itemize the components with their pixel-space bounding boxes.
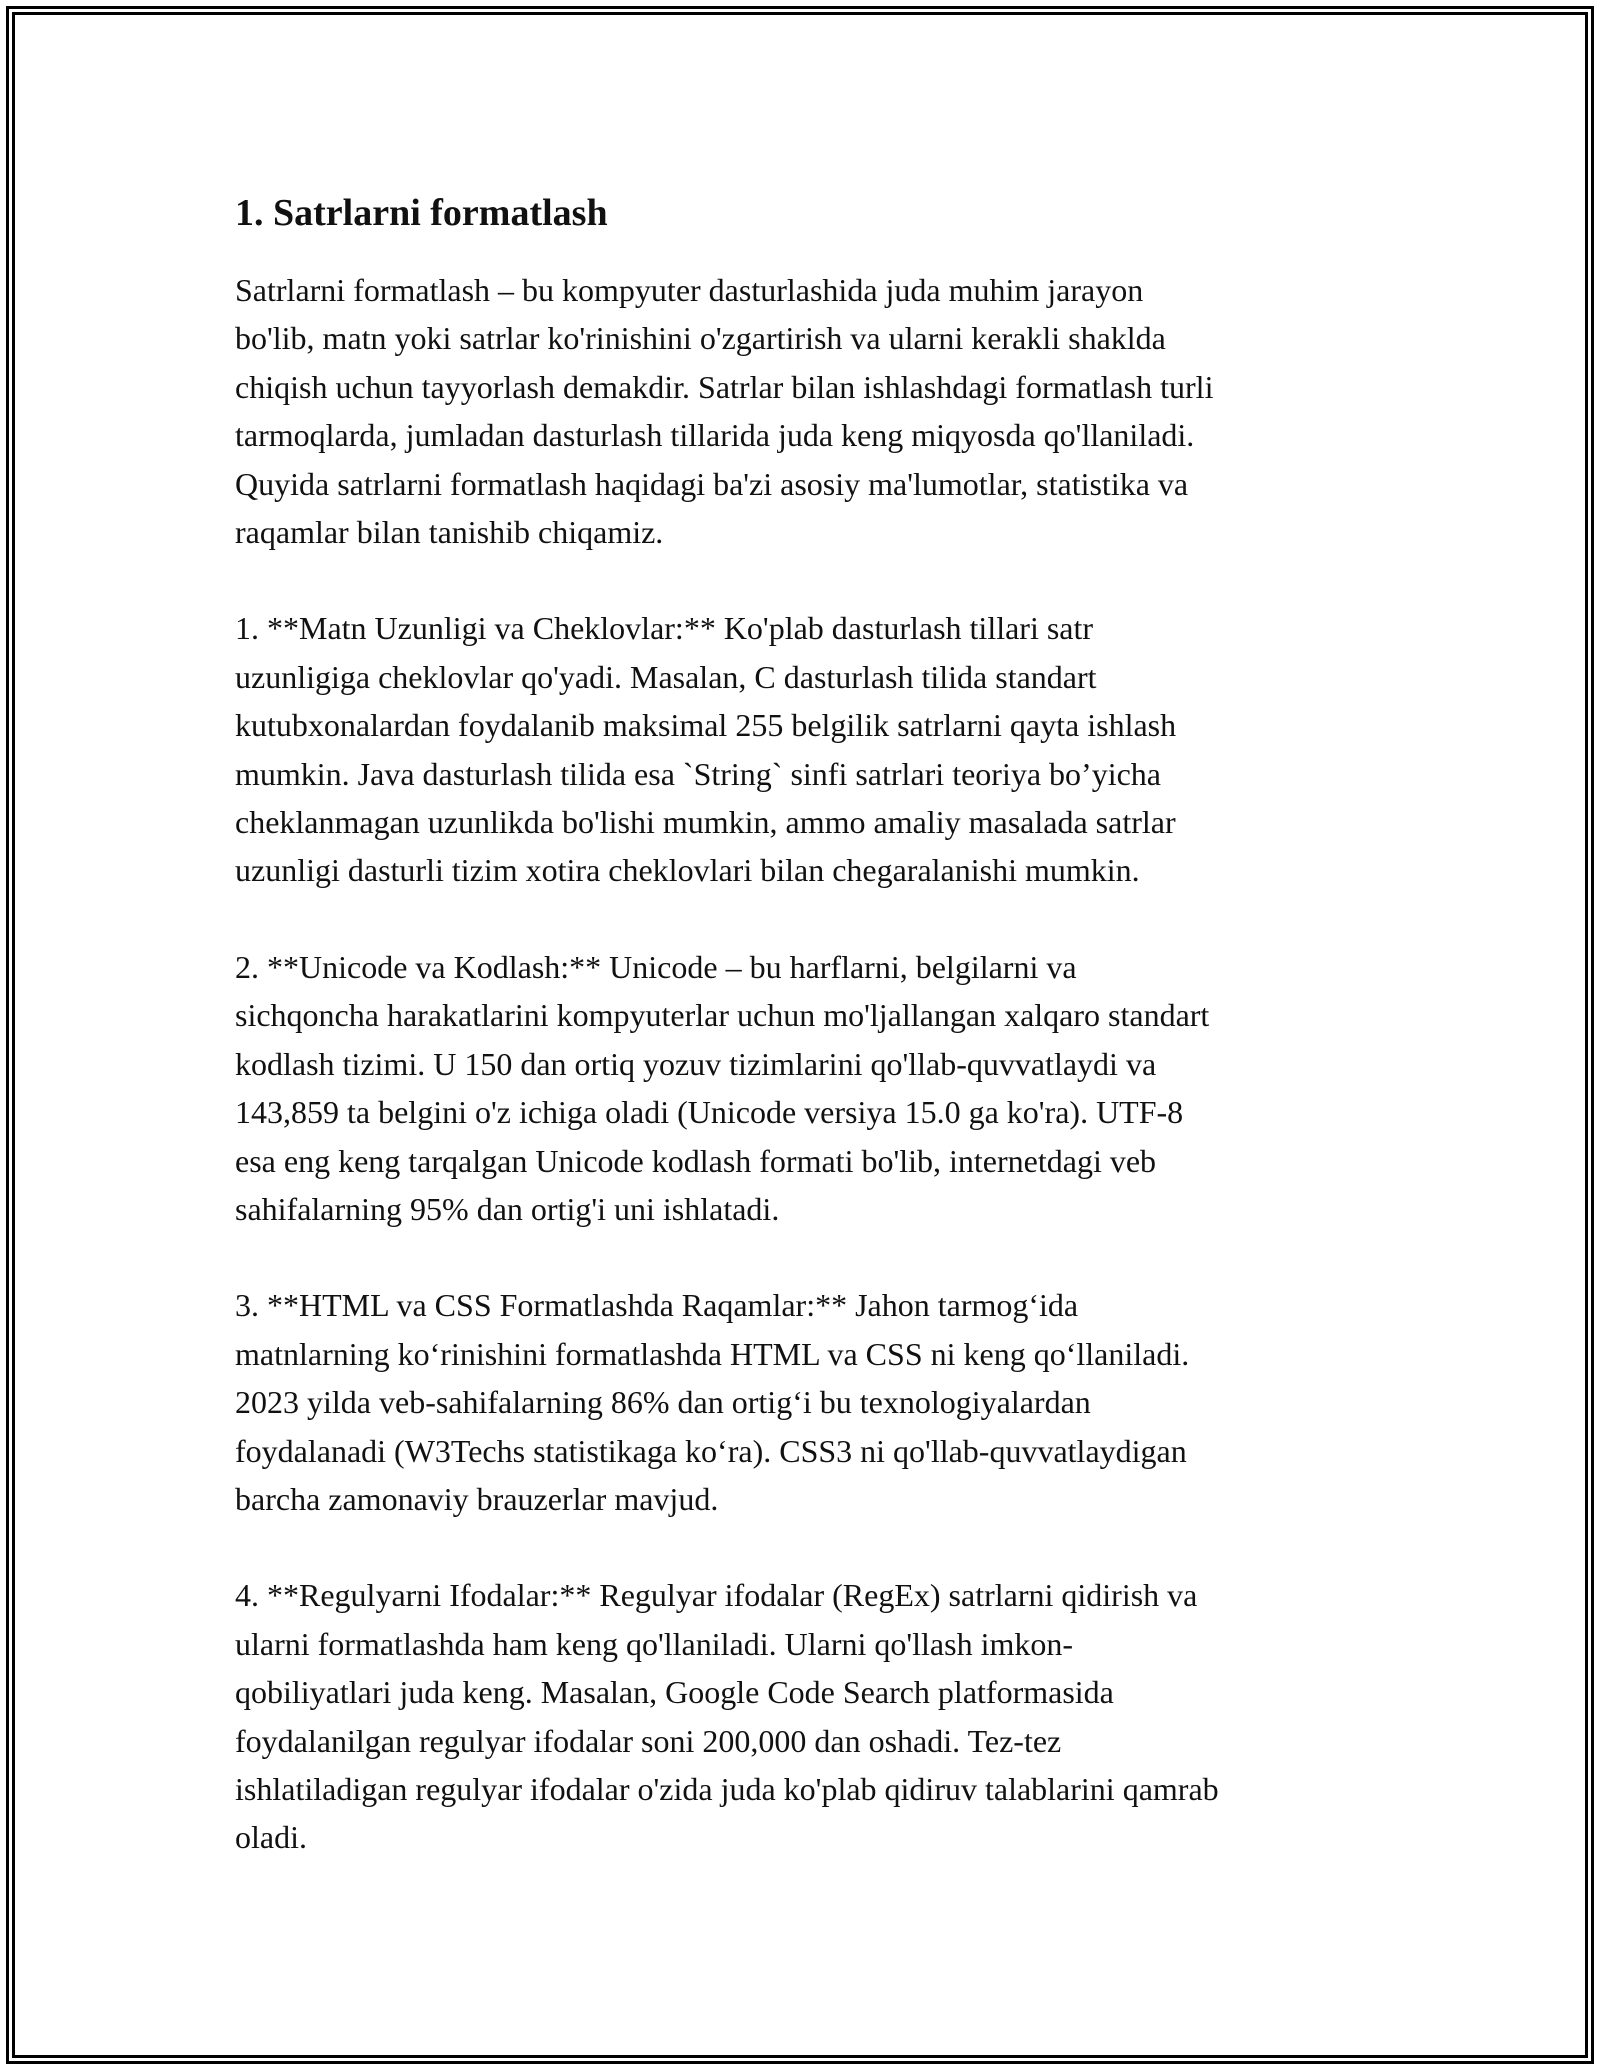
text-line: ularni formatlashda ham keng qo'llaniladi. Ularni qo'llash imkon-	[235, 1625, 1073, 1662]
text-line: Satrlarni formatlash – bu kompyuter dasturlashida juda muhim jarayon	[235, 272, 1144, 308]
text-line: ishlatiladigan regulyar ifodalar o'zida juda ko'plab qidiruv talablarini qamrab	[235, 1770, 1219, 1807]
intro-paragraph	[235, 266, 1375, 556]
point-4-paragraph	[235, 1571, 1375, 1861]
text-line: chiqish uchun tayyorlash demakdir. Satrlar bilan ishlashdagi formatlash turli	[235, 368, 1214, 405]
text-line: esa eng keng tarqalgan Unicode kodlash formati bo'lib, internetdagi veb	[235, 1142, 1157, 1179]
text-line: 3. **HTML va CSS Formatlashda Raqamlar:** Jahon tarmog‘ida	[235, 1287, 1079, 1324]
text-line: uzunligiga cheklovlar qo'yadi. Masalan, C dasturlash tilida standart	[235, 658, 1097, 695]
text-line: 2. **Unicode va Kodlash:** Unicode – bu harflarni, belgilarni va	[235, 948, 1077, 985]
text-line: uzunligi dasturli tizim xotira cheklovlari bilan chegaralanishi mumkin.	[235, 852, 1140, 889]
text-line: foydalanilgan regulyar ifodalar soni 200,000 dan oshadi. Tez-tez	[235, 1722, 1062, 1759]
text-line: 4. **Regulyarni Ifodalar:** Regulyar ifodalar (RegEx) satrlarni qidirish va	[235, 1577, 1198, 1614]
text-line: raqamlar bilan tanishib chiqamiz.	[235, 514, 664, 551]
text-line: tarmoqlarda, jumladan dasturlash tillarida juda keng miqyosda qo'llaniladi.	[235, 417, 1195, 454]
text-line: matnlarning ko‘rinishini formatlashda HTML va CSS ni keng qo‘llaniladi.	[235, 1335, 1190, 1372]
text-line: barcha zamonaviy brauzerlar mavjud.	[235, 1480, 719, 1517]
point-2-paragraph	[235, 943, 1375, 1233]
text-line: 1. **Matn Uzunligi va Cheklovlar:** Ko'plab dasturlash tillari satr	[235, 610, 1094, 647]
text-line: oladi.	[235, 1819, 307, 1856]
text-line: Quyida satrlarni formatlash haqidagi ba'zi asosiy ma'lumotlar, statistika va	[235, 465, 1189, 502]
text-line: sichqoncha harakatlarini kompyuterlar uchun mo'ljallangan xalqaro standart	[235, 997, 1210, 1034]
text-line: foydalanadi (W3Techs statistikaga ko‘ra). CSS3 ni qo'llab-quvvatlaydigan	[235, 1432, 1187, 1469]
text-line: bo'lib, matn yoki satrlar ko'rinishini o'zgartirish va ularni kerakli shaklda	[235, 320, 1166, 357]
section-heading: 1. Satrlarni formatlash	[235, 192, 608, 234]
text-line: mumkin. Java dasturlash tilida esa `String` sinfi satrlari teoriya bo’yicha	[235, 755, 1161, 792]
document-page	[235, 186, 1375, 1910]
text-line: kodlash tizimi. U 150 dan ortiq yozuv tizimlarini qo'llab-quvvatlaydi va	[235, 1045, 1157, 1082]
point-1-paragraph	[235, 604, 1375, 894]
text-line: 143,859 ta belgini o'z ichiga oladi (Unicode versiya 15.0 ga ko'ra). UTF-8	[235, 1094, 1184, 1131]
text-line: qobiliyatlari juda keng. Masalan, Google Code Search platformasida	[235, 1674, 1114, 1711]
text-line: cheklanmagan uzunlikda bo'lishi mumkin, ammo amaliy masalada satrlar	[235, 804, 1176, 841]
text-line: kutubxonalardan foydalanib maksimal 255 belgilik satrlarni qayta ishlash	[235, 707, 1177, 744]
text-line: 2023 yilda veb-sahifalarning 86% dan ortig‘i bu texnologiyalardan	[235, 1384, 1091, 1421]
point-3-paragraph	[235, 1281, 1375, 1523]
text-line: sahifalarning 95% dan ortig'i uni ishlatadi.	[235, 1190, 780, 1227]
